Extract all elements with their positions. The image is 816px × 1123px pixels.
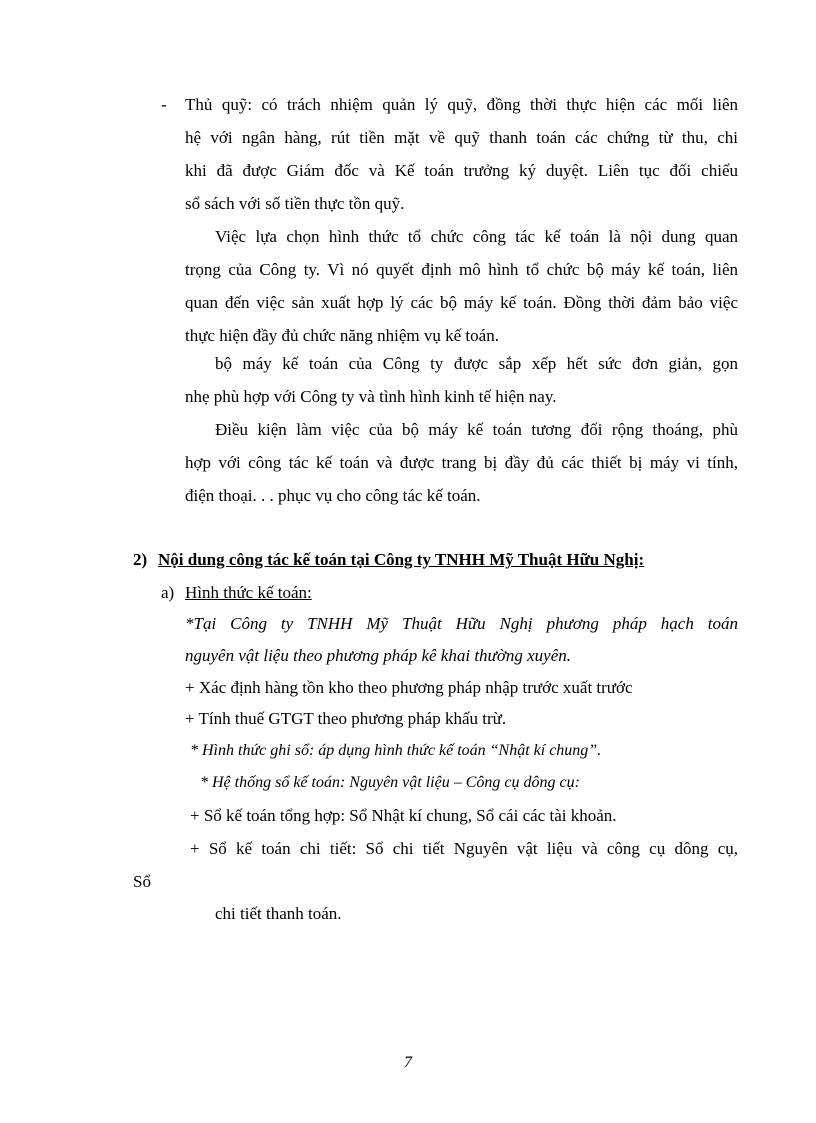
plus-line-detail-books: + Sổ kế toán chi tiết: Sổ chi tiết Nguyên vật liệu và công cụ dông cụ, (190, 839, 738, 858)
para2-line2: trọng của Công ty. Vì nó quyết định mô hình tổ chức bộ máy kế toán, liên (185, 260, 738, 279)
bullet-dash: - (161, 95, 167, 114)
para4-line2: hợp với công tác kế toán và được trang bị đầy đủ các thiết bị máy vi tính, (185, 453, 738, 472)
para3-line1: bộ máy kế toán của Công ty được sắp xếp hết sức đơn giản, gọn (215, 354, 738, 373)
bookkeeping-system-note: * Hệ thống sổ kế toán: Nguyên vật liệu – Công cụ dông cụ: (200, 774, 580, 791)
italic-intro-line2: nguyên vật liệu theo phương pháp kê khai thường xuyên. (185, 646, 572, 665)
plus-line-inventory: + Xác định hàng tồn kho theo phương pháp nhập trước xuất trước (185, 678, 633, 697)
para2-line1: Việc lựa chọn hình thức tổ chức công tác kế toán là nội dung quan (215, 227, 738, 246)
para1-line3: khi đã được Giám đốc và Kế toán trưởng ký duyệt. Liên tục đối chiếu (185, 161, 738, 180)
para4-line3: điện thoại. . . phục vụ cho công tác kế toán. (185, 486, 481, 505)
sub-a-marker: a) (161, 583, 175, 602)
section2-title: Nội dung công tác kế toán tại Công ty TNHH Mỹ Thuật Hữu Nghị: (158, 550, 645, 569)
italic-intro-line1: *Tại Công ty TNHH Mỹ Thuật Hữu Nghị phương pháp hạch toán (185, 614, 738, 633)
sub-a-title: Hình thức kế toán: (185, 583, 312, 602)
para3-line2: nhẹ phù hợp với Công ty và tình hình kinh tế hiện nay. (185, 387, 557, 406)
bookkeeping-form-note: * Hình thức ghi sổ: áp dụng hình thức kế toán “Nhật kí chung”. (190, 742, 602, 759)
para1-line4: sổ sách với số tiền thực tồn quỹ. (185, 194, 405, 213)
para1-line1: Thủ quỹ: có trách nhiệm quản lý quỹ, đồng thời thực hiện các mối liên (185, 95, 738, 114)
para4-line1: Điều kiện làm việc của bộ máy kế toán tương đối rộng thoáng, phù (215, 420, 738, 439)
section2-number: 2) (133, 550, 148, 569)
plus-line-detail-wrap: Sổ (133, 872, 151, 891)
plus-line-detail-cont: chi tiết thanh toán. (215, 904, 342, 923)
para1-line2: hệ với ngân hàng, rút tiền mặt về quỹ thanh toán các chứng từ thu, chi (185, 128, 738, 147)
para2-line4: thực hiện đầy đủ chức năng nhiệm vụ kế toán. (185, 326, 499, 345)
plus-line-vat: + Tính thuế GTGT theo phương pháp khấu trừ. (185, 709, 507, 728)
plus-line-general-books: + Sổ kế toán tổng hợp: Sổ Nhật kí chung, Sổ cái các tài khoản. (190, 806, 617, 825)
page-number: 7 (404, 1054, 412, 1071)
para2-line3: quan đến việc sản xuất hợp lý các bộ máy kế toán. Đồng thời đảm bảo việc (185, 293, 738, 312)
